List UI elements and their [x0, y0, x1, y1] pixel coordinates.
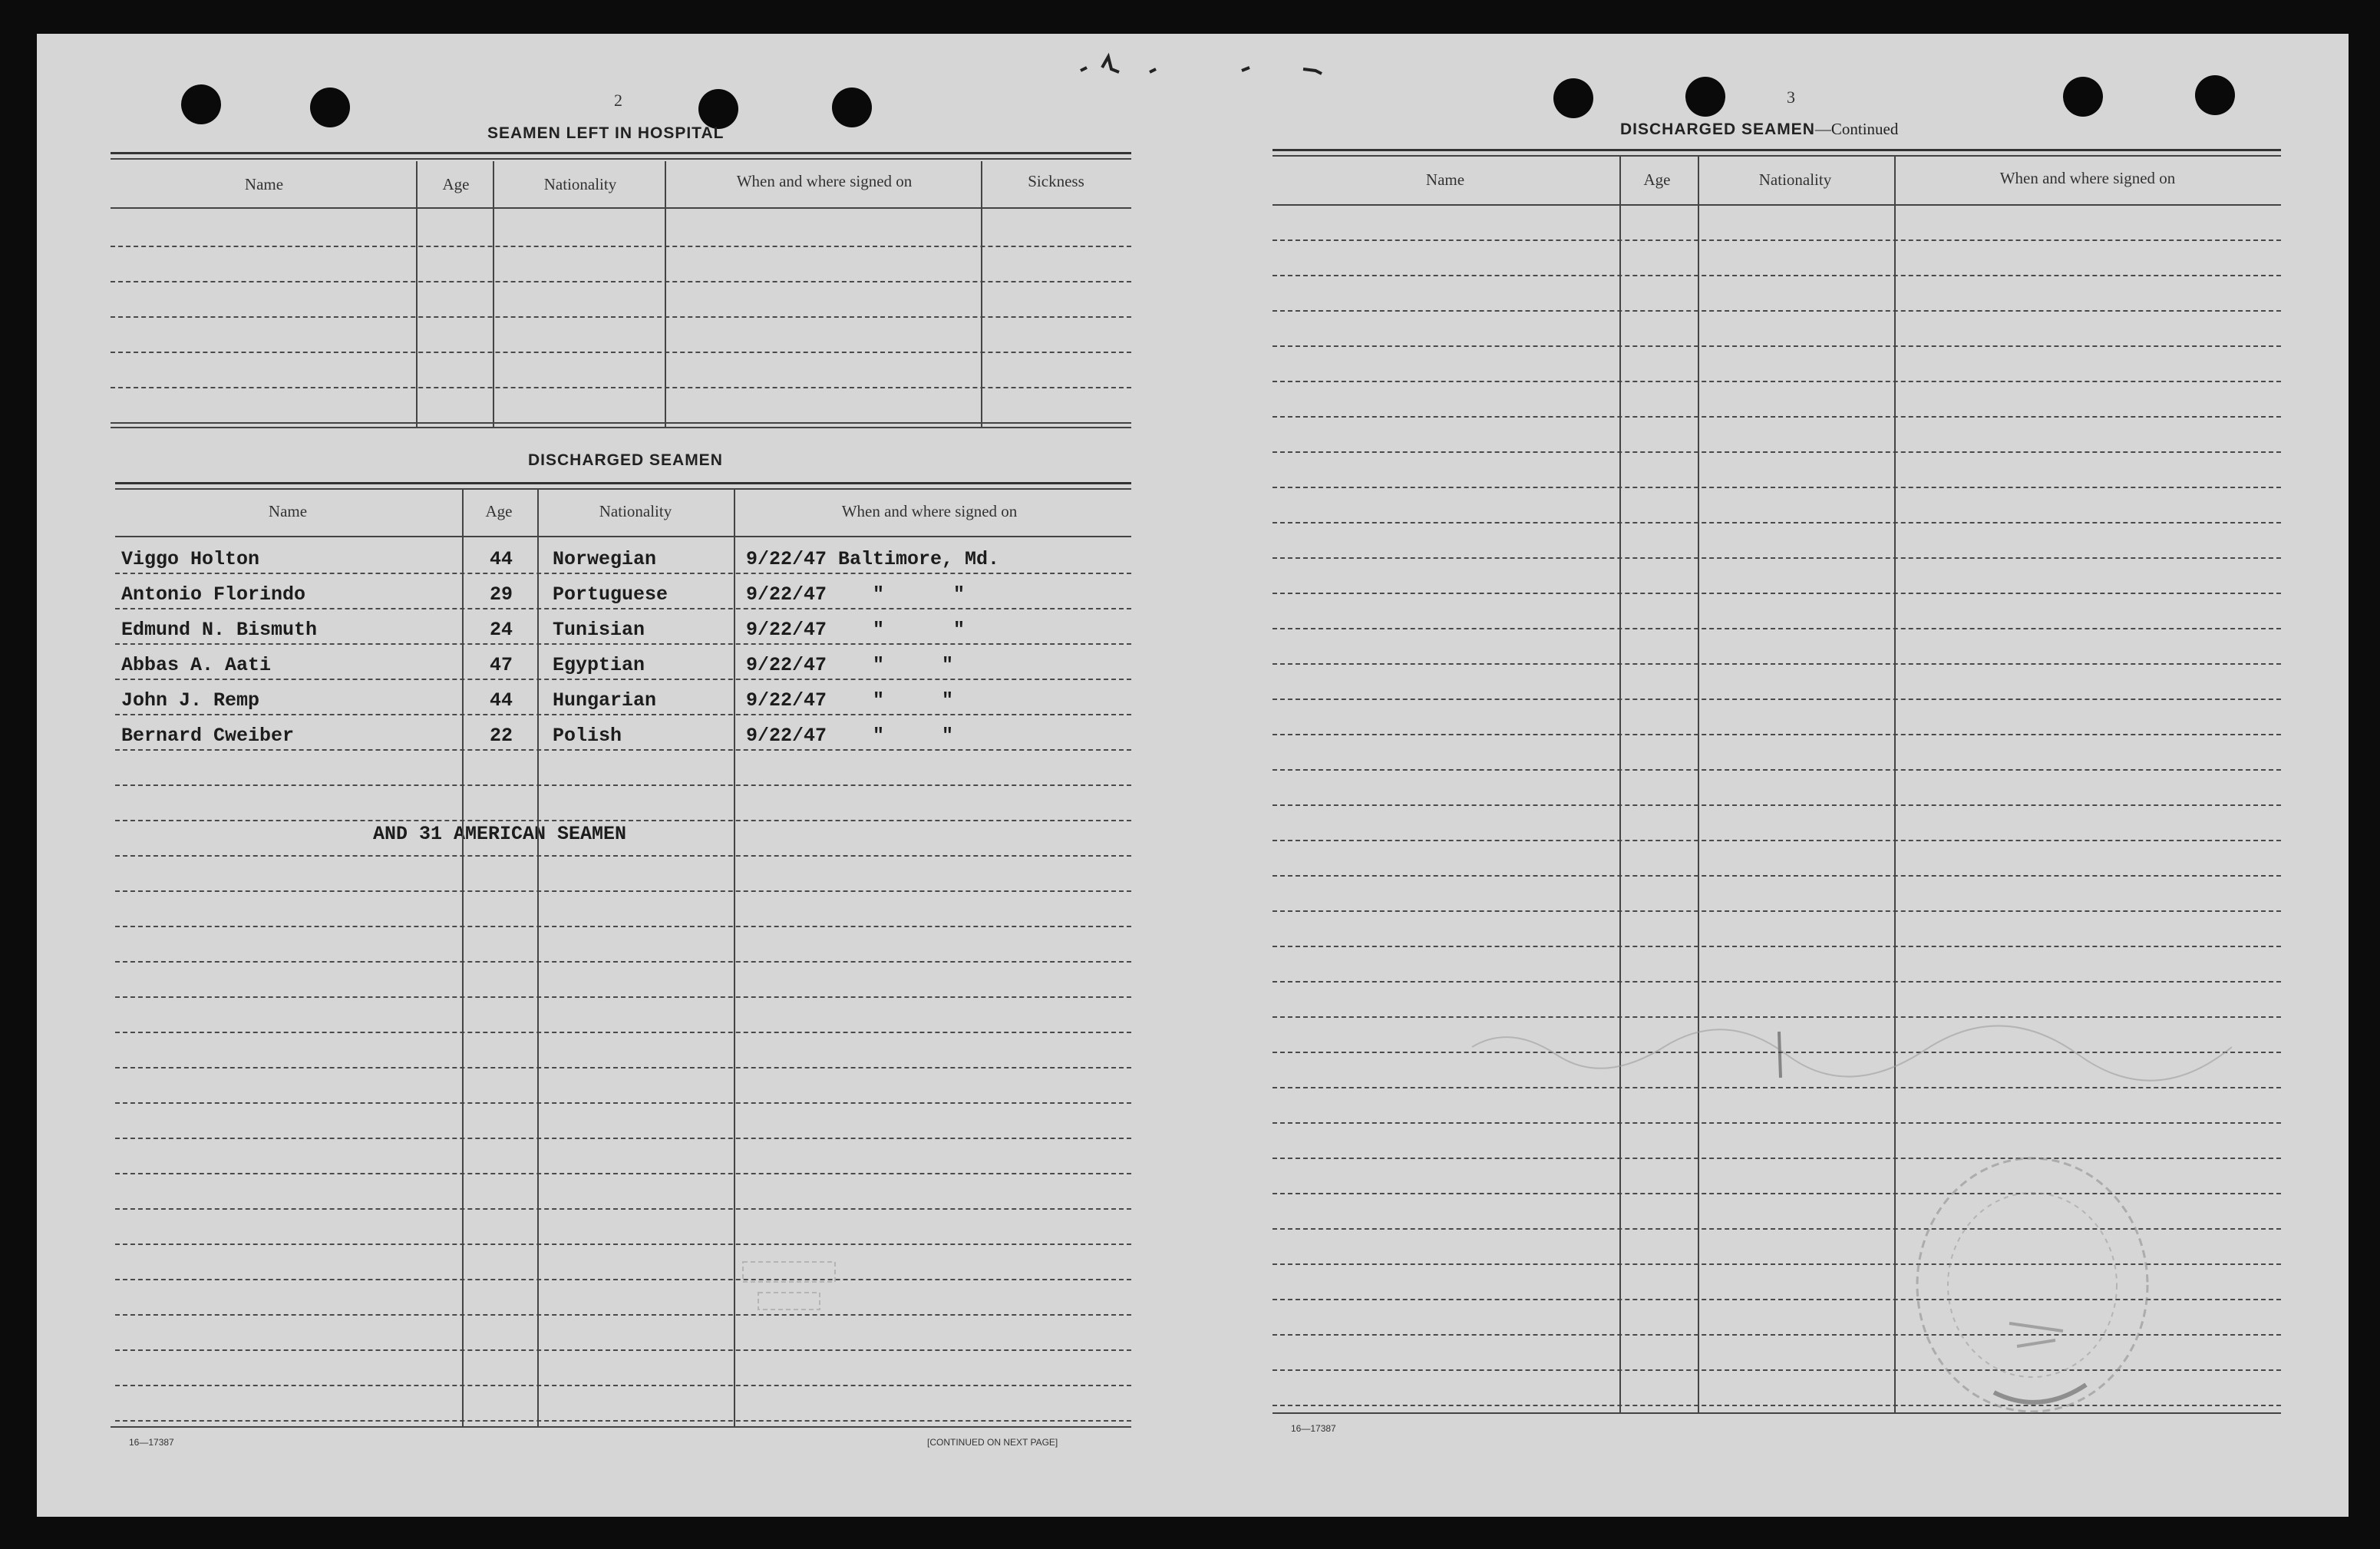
right-col-nationality: Nationality	[1758, 170, 1832, 189]
row-line	[1273, 699, 2281, 700]
punch-hole	[698, 89, 738, 129]
seaman-nationality: Polish	[553, 725, 622, 747]
row-line	[115, 890, 1131, 892]
faint-stamp	[728, 1247, 881, 1339]
row-line	[1273, 593, 2281, 594]
row-line	[1273, 804, 2281, 806]
seaman-signed-on: 9/22/47 " "	[746, 583, 966, 606]
row-line	[111, 316, 1131, 318]
hospital-header-rule	[111, 207, 1131, 209]
row-line	[1273, 628, 2281, 629]
ink-marks	[1065, 41, 1372, 80]
seaman-age: 29	[490, 583, 513, 606]
row-line	[115, 1102, 1131, 1104]
seaman-signed-on: 9/22/47 " "	[746, 654, 954, 676]
row-line	[1273, 663, 2281, 665]
continued-note: [CONTINUED ON NEXT PAGE]	[927, 1437, 1058, 1448]
punch-hole	[1685, 77, 1725, 117]
circular-stamp	[1910, 1139, 2155, 1415]
row-line	[115, 1208, 1131, 1210]
row-line	[115, 820, 1131, 821]
hospital-col-age: Age	[442, 175, 470, 193]
right-col-divider	[1619, 157, 1621, 1412]
row-line	[115, 1420, 1131, 1422]
row-line	[115, 573, 1131, 574]
seaman-name: Abbas A. Aati	[121, 654, 272, 676]
right-top-rule	[1273, 155, 2281, 157]
right-col-name: Name	[1425, 170, 1465, 189]
row-line	[1273, 840, 2281, 841]
seaman-nationality: Hungarian	[553, 689, 657, 712]
row-line	[115, 1279, 1131, 1280]
row-line	[111, 281, 1131, 282]
discharged-col-divider	[462, 490, 464, 1426]
right-title-main: DISCHARGED SEAMEN	[1620, 121, 1815, 138]
page-number-left: 2	[614, 91, 622, 110]
manifest-sheet	[37, 34, 2349, 1517]
row-line	[115, 679, 1131, 680]
form-number-left: 16—17387	[129, 1437, 174, 1448]
row-line	[1273, 310, 2281, 312]
seaman-age: 44	[490, 689, 513, 712]
seaman-nationality: Egyptian	[553, 654, 645, 676]
row-line	[1273, 345, 2281, 347]
row-line	[1273, 239, 2281, 241]
discharged-header-rule	[115, 536, 1131, 537]
right-title-suffix: —Continued	[1814, 120, 1899, 138]
row-line	[115, 855, 1131, 857]
row-line	[115, 1032, 1131, 1033]
seaman-name: Viggo Holton	[121, 548, 260, 570]
row-line	[1273, 275, 2281, 276]
right-col-age: Age	[1643, 170, 1671, 189]
discharged-section-title: DISCHARGED SEAMEN	[528, 451, 723, 469]
seaman-name: Bernard Cweiber	[121, 725, 295, 747]
seaman-signed-on: 9/22/47 " "	[746, 689, 954, 712]
row-line	[1273, 946, 2281, 947]
american-seamen-note: AND 31 AMERICAN SEAMEN	[373, 823, 627, 845]
seaman-age: 44	[490, 548, 513, 570]
row-line	[115, 996, 1131, 998]
row-line	[1273, 557, 2281, 559]
seaman-name: Edmund N. Bismuth	[121, 619, 318, 641]
row-line	[1273, 875, 2281, 877]
hospital-col-divider	[416, 161, 418, 427]
row-line	[115, 749, 1131, 751]
seaman-nationality: Tunisian	[553, 619, 645, 641]
row-line	[115, 1385, 1131, 1386]
hospital-section-title: SEAMEN LEFT IN HOSPITAL	[487, 124, 725, 142]
row-line	[111, 246, 1131, 247]
seaman-signed-on: 9/22/47 " "	[746, 725, 954, 747]
page-number-right: 3	[1787, 88, 1795, 107]
punch-hole	[832, 88, 872, 127]
row-line	[1273, 769, 2281, 771]
hospital-col-divider	[981, 161, 982, 427]
row-line	[115, 643, 1131, 645]
punch-hole	[2195, 75, 2235, 115]
row-line	[111, 352, 1131, 353]
right-col-signed-on: When and where signed on	[1999, 169, 2176, 187]
discharged-top-rule	[115, 482, 1131, 484]
right-section-title	[1620, 120, 1898, 139]
row-line	[1273, 416, 2281, 418]
hospital-top-rule	[111, 152, 1131, 154]
seaman-nationality: Portuguese	[553, 583, 668, 606]
row-line	[115, 1173, 1131, 1174]
right-header-rule	[1273, 204, 2281, 206]
row-line	[115, 1067, 1131, 1068]
seaman-age: 24	[490, 619, 513, 641]
seaman-age: 22	[490, 725, 513, 747]
discharged-col-name: Name	[268, 502, 308, 520]
punch-hole	[181, 84, 221, 124]
row-line	[1273, 910, 2281, 912]
discharged-bottom-rule	[111, 1426, 1131, 1428]
seaman-name: Antonio Florindo	[121, 583, 306, 606]
form-number-right: 16—17387	[1291, 1423, 1336, 1434]
right-col-divider	[1698, 157, 1699, 1412]
row-line	[115, 784, 1131, 786]
hospital-col-divider	[493, 161, 494, 427]
row-line	[115, 1138, 1131, 1139]
hospital-col-nationality: Nationality	[543, 175, 617, 193]
discharged-col-nationality: Nationality	[599, 502, 672, 520]
seaman-name: John J. Remp	[121, 689, 260, 712]
row-line	[1273, 734, 2281, 735]
hospital-col-signed-on: When and where signed on	[736, 172, 913, 190]
right-col-divider	[1894, 157, 1896, 1412]
punch-hole	[310, 88, 350, 127]
seaman-signed-on: 9/22/47 Baltimore, Md.	[746, 548, 1000, 570]
hospital-top-rule	[111, 158, 1131, 160]
row-line	[115, 1243, 1131, 1245]
right-top-rule	[1273, 149, 2281, 151]
punch-hole	[2063, 77, 2103, 117]
row-line	[1273, 381, 2281, 382]
row-line	[1273, 981, 2281, 983]
row-line	[1273, 1122, 2281, 1124]
hospital-col-divider	[665, 161, 666, 427]
row-line	[111, 387, 1131, 388]
row-line	[115, 1314, 1131, 1316]
hospital-col-name: Name	[244, 175, 284, 193]
row-line	[115, 608, 1131, 609]
hospital-bottom-rule	[111, 427, 1131, 428]
row-line	[115, 1349, 1131, 1351]
discharged-top-rule	[115, 488, 1131, 490]
discharged-col-age: Age	[485, 502, 513, 520]
punch-hole	[1553, 78, 1593, 118]
discharged-col-divider	[537, 490, 539, 1426]
seaman-signed-on: 9/22/47 " "	[746, 619, 966, 641]
discharged-col-signed-on: When and where signed on	[841, 502, 1018, 520]
row-line	[115, 714, 1131, 715]
row-line	[115, 961, 1131, 963]
hospital-col-sickness: Sickness	[1028, 172, 1084, 190]
seaman-nationality: Norwegian	[553, 548, 657, 570]
seaman-age: 47	[490, 654, 513, 676]
row-line	[1273, 487, 2281, 488]
hospital-bottom-rule	[111, 422, 1131, 424]
row-line	[1273, 522, 2281, 523]
row-line	[115, 926, 1131, 927]
row-line	[1273, 451, 2281, 453]
faint-handwriting	[1464, 1001, 2263, 1093]
